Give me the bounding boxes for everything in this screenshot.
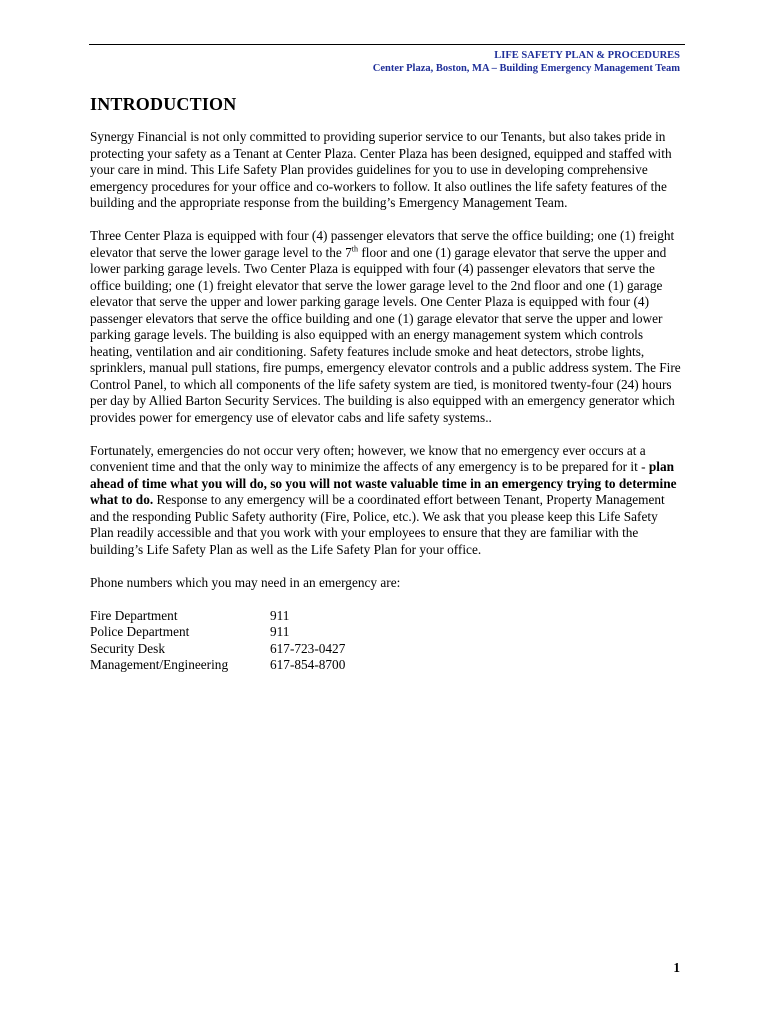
paragraph-emergencies-part2: Response to any emergency will be a coordinated effort between Tenant, Property Management and the responding Public Safety authority (Fire, Police, etc.). We ask that you please keep this Life Safety Plan readily accessible and that you work with your employees to ensure that they are familiar with the building’s Life Safety Plan as well as the Life Safety Plan for your office.	[90, 492, 665, 557]
phone-row	[90, 608, 682, 625]
phone-name: Fire Department	[90, 607, 178, 623]
phone-name: Management/Engineering	[90, 657, 229, 672]
paragraph-intro: Synergy Financial is not only committed to providing superior service to our Tenants, but also takes pride in protecting your safety as a Tenant at Center Plaza. Center Plaza has been designed, equipped and staffed with your care in mind. This Life Safety Plan provides guidelines for you to use in developing comprehensive emergency procedures for your office and co-workers to follow. It also outlines the life safety features of the building and the appropriate response from the building’s Emergency Management Team.	[90, 129, 672, 210]
phone-name: Security Desk	[90, 640, 165, 656]
phone-number: 617-854-8700	[270, 657, 346, 672]
phone-number: 911	[270, 607, 290, 623]
phone-list	[90, 608, 682, 674]
phone-row	[90, 657, 682, 674]
phone-name: Police Department	[90, 624, 190, 639]
phone-number: 617-723-0427	[270, 640, 346, 656]
paragraph-elevators-part2: floor and one (1) garage elevator that serve the upper and lower parking garage levels. Two Center Plaza is equipped with four (4) passenger elevators that serve the office building; one (1) freight elevator that serve the lower garage level to the 2nd floor and one (1) garage elevator that serve the upper and lower parking garage levels. One Center Plaza is equipped with four (4) passenger elevators that serve the office building and one (1) garage elevator that serve the upper and lower parking garage levels. The building is also equipped with an energy management system which controls heating, ventilation and air conditioning. Safety features include smoke and heat detectors, strobe lights, sprinklers, manual pull stations, fire pumps, emergency elevator controls and a public address system. The Fire Control Panel, to which all components of the life safety system are tied, is monitored twenty-four (24) hours per day by Allied Barton Security Services. The building is also equipped with an emergency generator which provides power for emergency use of elevator cabs and life safety systems..	[90, 244, 681, 425]
document-body	[90, 129, 682, 674]
superscript-th: th	[351, 244, 358, 254]
header-title: LIFE SAFETY PLAN & PROCEDURES	[494, 50, 680, 61]
paragraph-emergencies	[90, 443, 682, 559]
phone-row	[90, 641, 682, 658]
page-header	[373, 49, 680, 75]
paragraph-emergencies-bold: plan ahead of time what you will do, so you will not waste valuable time in an emergency trying to determine what to do.	[90, 459, 677, 507]
paragraph-phones-intro: Phone numbers which you may need in an emergency are:	[90, 574, 401, 590]
header-rule	[89, 44, 685, 45]
paragraph-elevators	[90, 228, 682, 426]
paragraph-elevators-part1: Three Center Plaza is equipped with four (4) passenger elevators that serve the office building; one (1) freight elevator that serve the lower garage level to the 7	[90, 228, 675, 260]
phone-number: 911	[270, 624, 290, 639]
page-number: 1	[673, 960, 680, 975]
paragraph-emergencies-part1: Fortunately, emergencies do not occur very often; however, we know that no emergency ever occurs at a convenient time and that the only way to minimize the affects of any emergency is to be prepared for it -	[90, 442, 649, 474]
header-subtitle: Center Plaza, Boston, MA – Building Emergency Management Team	[372, 63, 680, 74]
phone-row	[90, 624, 682, 641]
section-title: INTRODUCTION	[90, 94, 237, 114]
